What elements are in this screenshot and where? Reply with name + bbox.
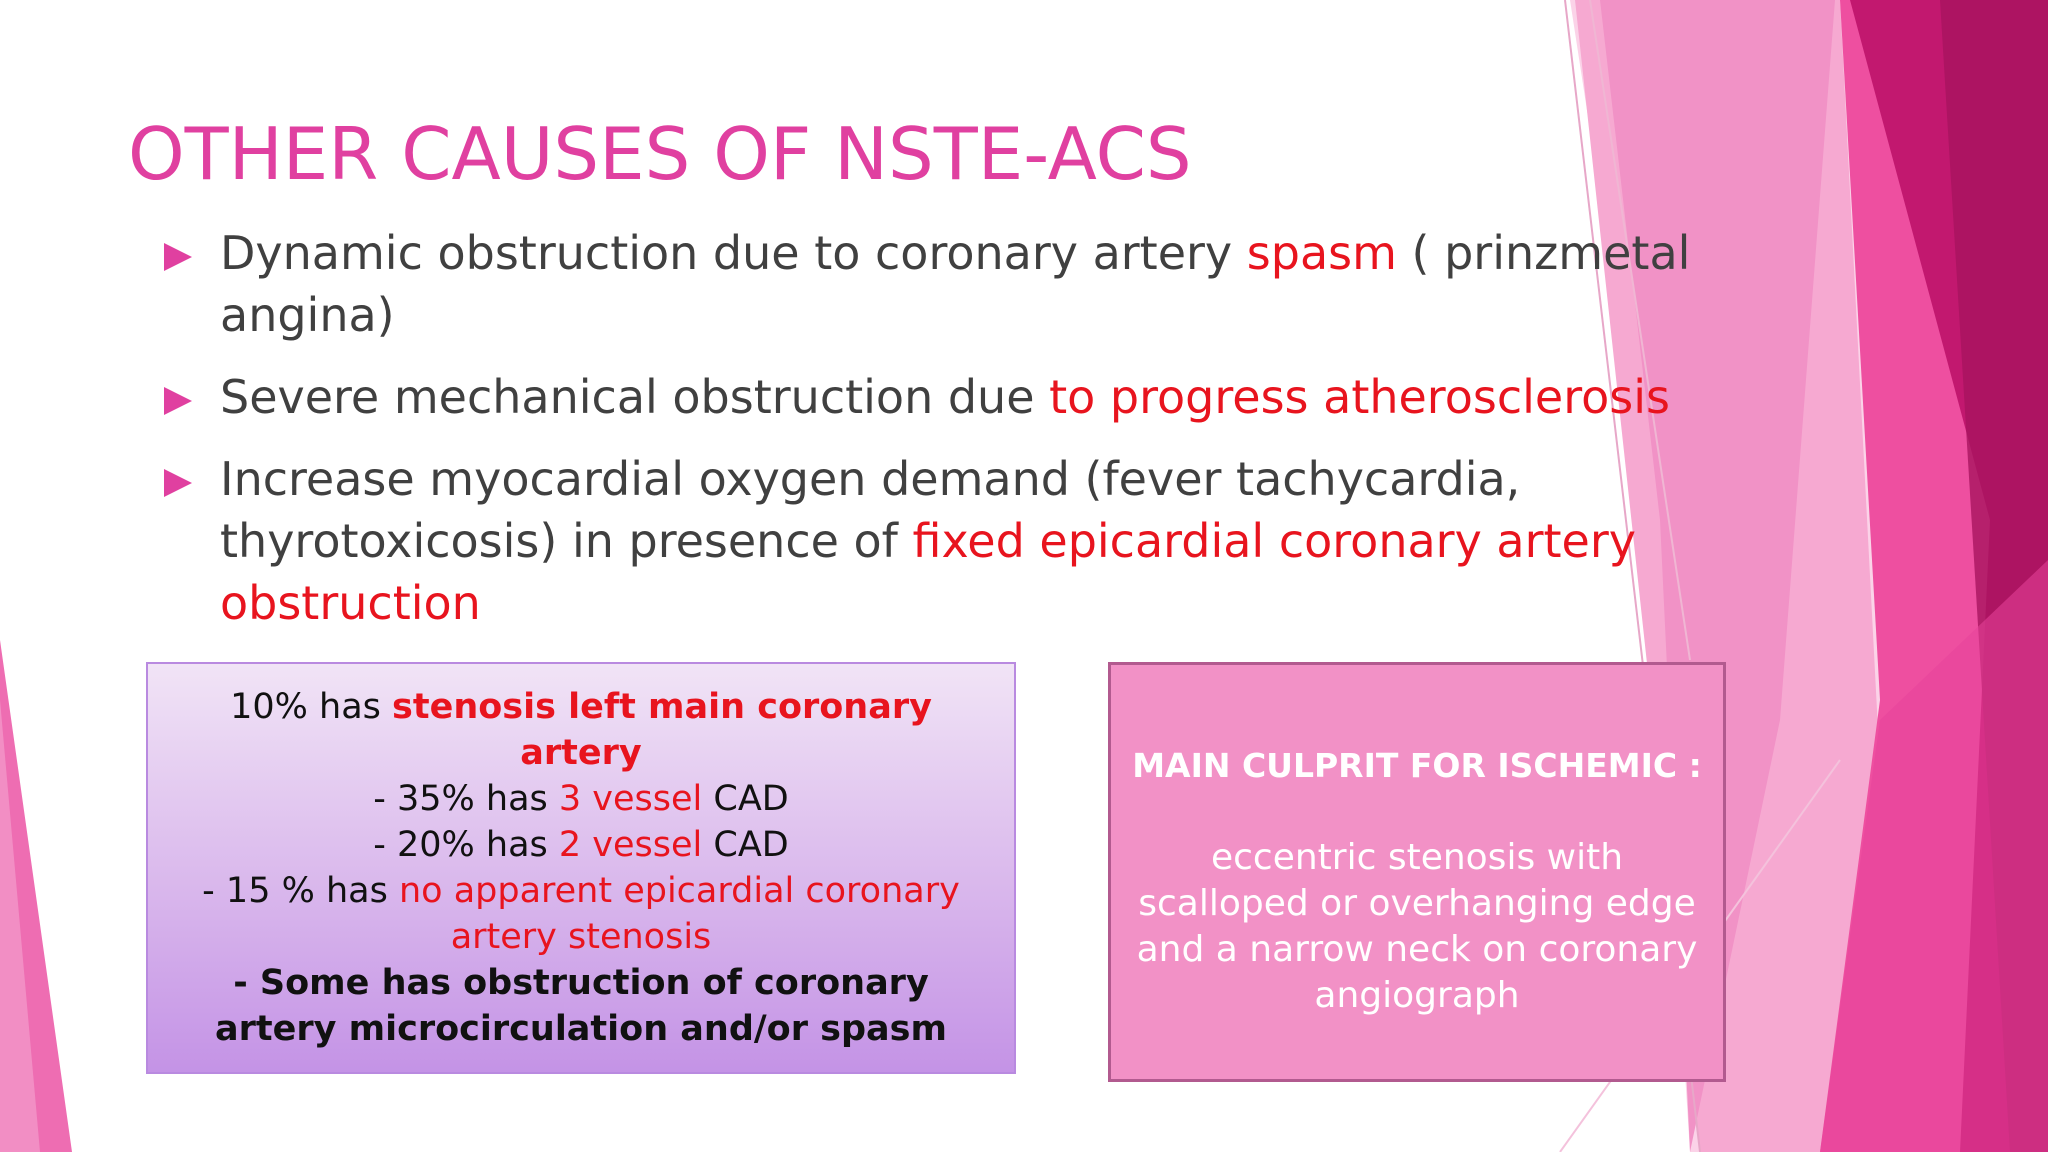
triangle-bullet-icon [164,387,192,415]
bullet-emphasis: to progress atherosclerosis [1049,370,1670,424]
bullet-text: ( prinzmetal angina) [220,226,1691,342]
stat-text: CAD [702,779,789,819]
bullet-emphasis: fixed epicardial coronary artery obstruction [220,514,1636,630]
culprit-heading: MAIN CULPRIT FOR ISCHEMIC : [1132,746,1702,785]
bullet-list [160,222,1720,654]
culprit-body: eccentric stenosis with scalloped or overhanging edge and a narrow neck on coronary angiograph [1136,837,1698,1016]
stat-text: 10% has [230,687,393,727]
bullet-item [160,366,1720,428]
stat-line [178,684,984,776]
stat-emphasis: no apparent epicardial coronary artery stenosis [398,871,960,957]
triangle-bullet-icon [164,469,192,497]
stat-text: CAD [702,825,789,865]
stat-line [178,868,984,960]
triangle-bullet-icon [164,243,192,271]
stat-line [373,822,789,868]
bullet-text: Severe mechanical obstruction due [220,370,1050,424]
bullet-item [160,222,1720,346]
bullet-item [160,448,1720,634]
stat-line [373,776,789,822]
stat-text: - 20% has [373,825,559,865]
slide-title: OTHER CAUSES OF NSTE-ACS [128,112,1192,196]
stat-text: - 35% has [373,779,559,819]
statistics-box [146,662,1016,1074]
bullet-text: Dynamic obstruction due to coronary artery [220,226,1247,280]
stat-emphasis: 3 vessel [558,779,703,819]
bullet-emphasis: spasm [1246,226,1397,280]
stat-emphasis: stenosis left main coronary artery [392,687,932,773]
stat-line: - Some has obstruction of coronary artery microcirculation and/or spasm [215,963,947,1049]
culprit-box [1108,662,1726,1082]
bullet-text: Increase myocardial oxygen demand (fever tachycardia, thyrotoxicosis) in presence of [220,452,1521,568]
stat-emphasis: 2 vessel [558,825,703,865]
stat-text: - 15 % has [202,871,399,911]
